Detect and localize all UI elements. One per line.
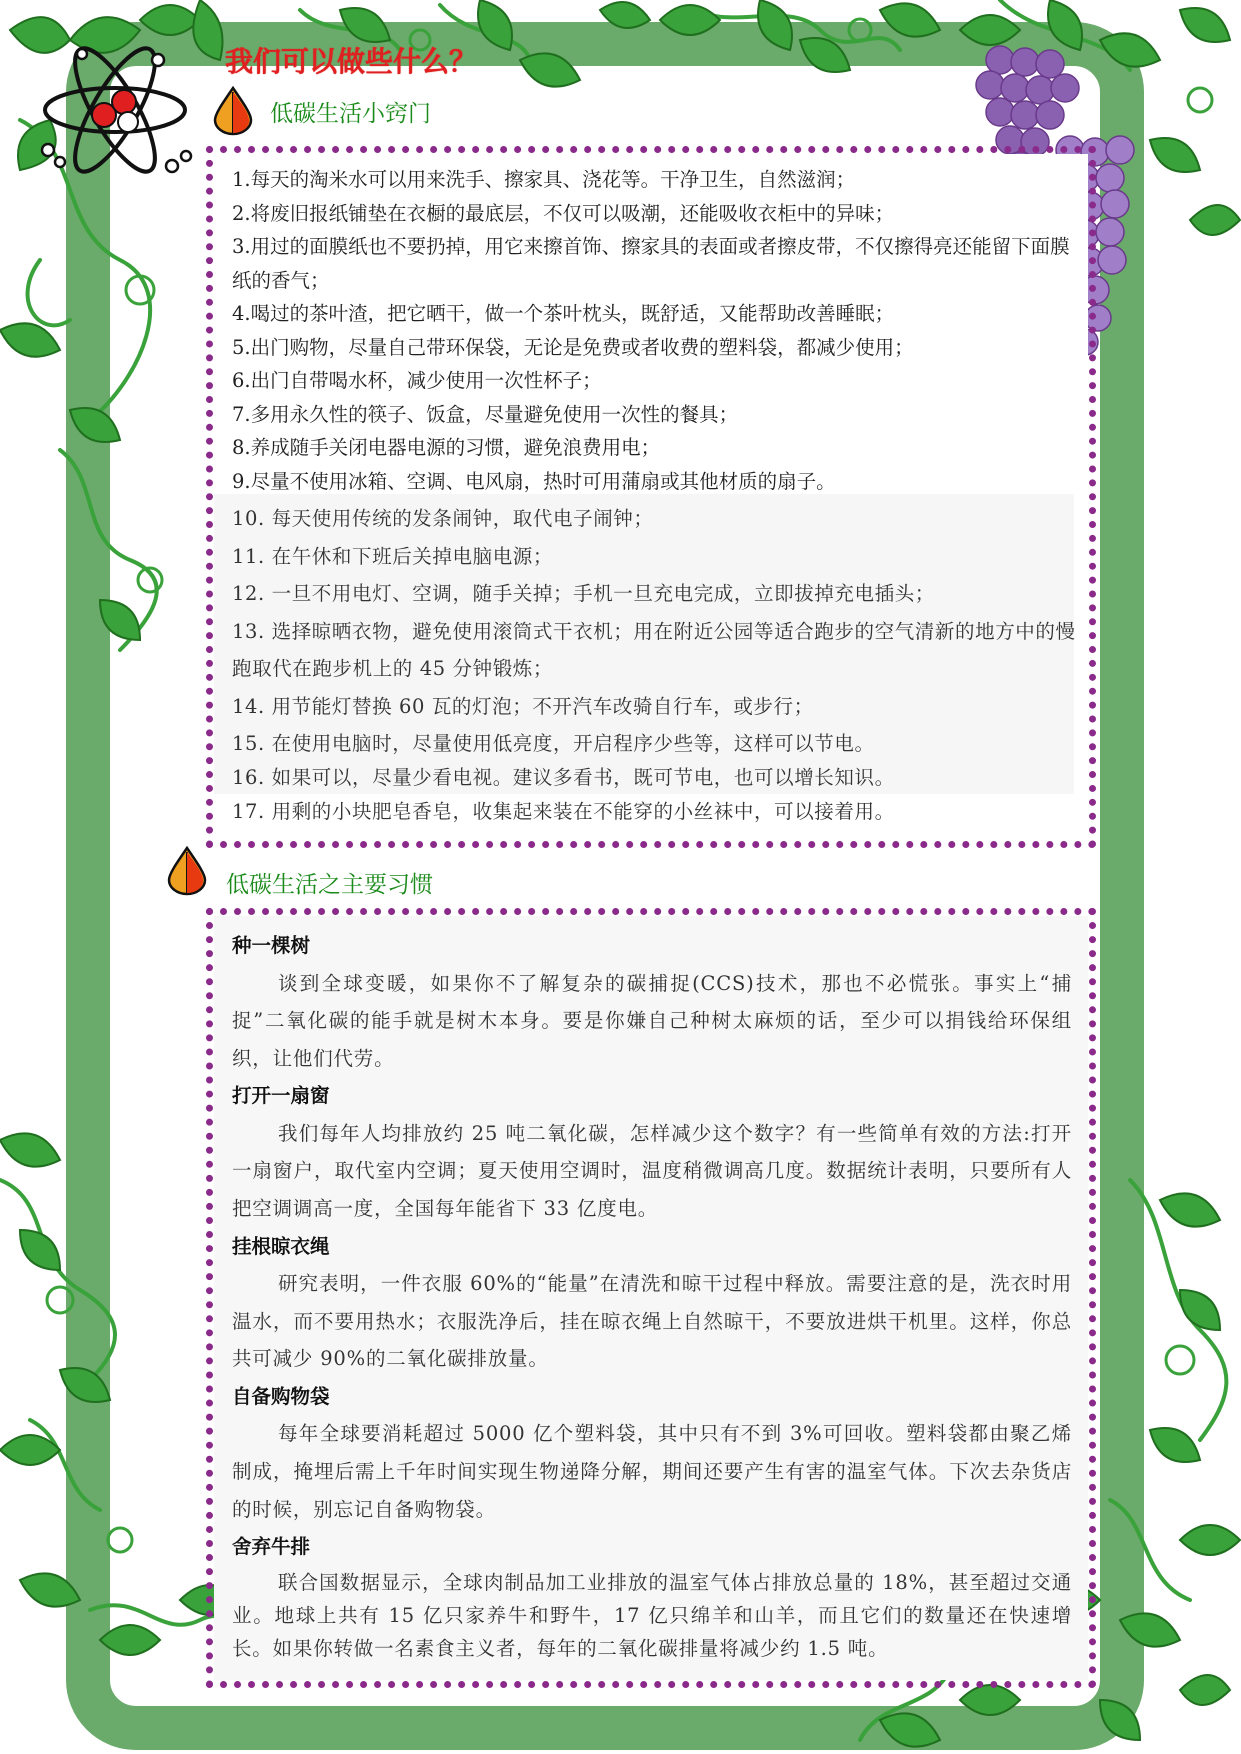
tip-item: 13. 选择晾晒衣物，避免使用滚筒式干衣机；用在附近公园等适合跑步的空气清新的地方中的慢跑取代在跑步机上的 45 分钟锻炼； bbox=[232, 619, 1076, 680]
habit-section bbox=[232, 1228, 1072, 1378]
tips-list-b bbox=[232, 500, 1080, 830]
habit-body: 联合国数据显示，全球肉制品加工业排放的温室气体占排放总量的 18%，甚至超过交通业。地球上共有 15 亿只家养牛和野牛，17 亿只绵羊和山羊，而且它们的数量还在快速增长。如果你转做一名素食主义者，每年的二氧化碳排量将减少约 1.5 吨。 bbox=[232, 1570, 1072, 1660]
tip-item: 9.尽量不使用冰箱、空调、电风扇，热时可用蒲扇或其他材质的扇子。 bbox=[232, 469, 836, 493]
tip-item: 3.用过的面膜纸也不要扔掉，用它来擦首饰、擦家具的表面或者擦皮带，不仅擦得亮还能留下面膜纸的香气； bbox=[232, 235, 1070, 292]
tip-item: 6.出门自带喝水杯，减少使用一次性杯子； bbox=[232, 369, 602, 392]
tip-item: 4.喝过的茶叶渣，把它晒干，做一个茶叶枕头，既舒适，又能帮助改善睡眠； bbox=[232, 302, 895, 325]
tip-item: 7.多用永久性的筷子、饭盒，尽量避免使用一次性的餐具； bbox=[232, 402, 739, 426]
page-title: 我们可以做些什么？ bbox=[225, 45, 478, 78]
atom-icon bbox=[42, 38, 191, 181]
tip-item: 2.将废旧报纸铺垫在衣橱的最底层，不仅可以吸潮，还能吸收衣柜中的异味； bbox=[232, 201, 895, 225]
tip-item: 16. 如果可以，尽量少看电视。建议多看书，既可节电，也可以增长知识。 bbox=[232, 765, 895, 789]
tips-list-a bbox=[232, 163, 1080, 498]
habit-body: 每年全球要消耗超过 5000 亿个塑料袋，其中只有不到 3%可回收。塑料袋都由聚乙烯制成，掩埋后需上千年时间实现生物递降分解，期间还要产生有害的温室气体。下次去杂货店的时候，别忘记自备购物袋。 bbox=[232, 1422, 1072, 1521]
tip-item: 14. 用节能灯替换 60 瓦的灯泡；不开汽车改骑自行车，或步行； bbox=[232, 694, 814, 718]
orange-drop-icon bbox=[166, 846, 208, 896]
section-heading-habits: 低碳生活之主要习惯 bbox=[226, 872, 433, 898]
habit-title: 挂根晾衣绳 bbox=[232, 1234, 330, 1258]
section-heading-tips: 低碳生活小窍门 bbox=[270, 101, 431, 127]
habit-body: 研究表明，一件衣服 60%的“能量”在清洗和晾干过程中释放。需要注意的是，洗衣时用温水，而不要用热水；衣服洗净后，挂在晾衣绳上自然晾干，不要放进烘干机里。这样，你总共可减少 90%的二氧化碳排放量。 bbox=[232, 1272, 1072, 1371]
habit-title: 种一棵树 bbox=[232, 934, 311, 957]
habit-body: 谈到全球变暖，如果你不了解复杂的碳捕捉(CCS)技术，那也不必慌张。事实上“捕捉”二氧化碳的能手就是树木本身。要是你嫌自己种树太麻烦的话，至少可以捐钱给环保组织，让他们代劳。 bbox=[232, 971, 1072, 1070]
tip-item: 1.每天的淘米水可以用来洗手、擦家具、浇花等。干净卫生，自然滋润； bbox=[232, 168, 856, 191]
habit-title: 打开一扇窗 bbox=[232, 1084, 330, 1108]
tip-item: 10. 每天使用传统的发条闹钟，取代电子闹钟； bbox=[232, 507, 654, 530]
habit-section bbox=[232, 1077, 1072, 1227]
habit-section bbox=[232, 927, 1072, 1077]
habit-body: 我们每年人均排放约 25 吨二氧化碳，怎样减少这个数字？有一些简单有效的方法:打开一扇窗户，取代室内空调；夏天使用空调时，温度稍微调高几度。数据统计表明，只要所有人把空调调高一度，全国每年能省下 33 亿度电。 bbox=[232, 1121, 1072, 1220]
tip-item: 11. 在午休和下班后关掉电脑电源； bbox=[232, 544, 554, 568]
habit-section bbox=[232, 1378, 1072, 1528]
orange-drop-icon bbox=[212, 86, 254, 136]
habits-list bbox=[232, 927, 1072, 1665]
tip-item: 17. 用剩的小块肥皂香皂，收集起来装在不能穿的小丝袜中，可以接着用。 bbox=[232, 799, 895, 823]
tip-item: 5.出门购物，尽量自己带环保袋，无论是免费或者收费的塑料袋，都减少使用； bbox=[232, 335, 914, 359]
tip-item: 12. 一旦不用电灯、空调，随手关掉；手机一旦充电完成，立即拔掉充电插头； bbox=[232, 582, 935, 605]
habit-section bbox=[232, 1528, 1072, 1665]
tip-item: 15. 在使用电脑时，尽量使用低亮度，开启程序少些等，这样可以节电。 bbox=[232, 732, 875, 755]
tip-item: 8.养成随手关闭电器电源的习惯，避免浪费用电； bbox=[232, 436, 661, 459]
habit-title: 自备购物袋 bbox=[232, 1384, 330, 1408]
habit-title: 舍弃牛排 bbox=[232, 1535, 311, 1559]
